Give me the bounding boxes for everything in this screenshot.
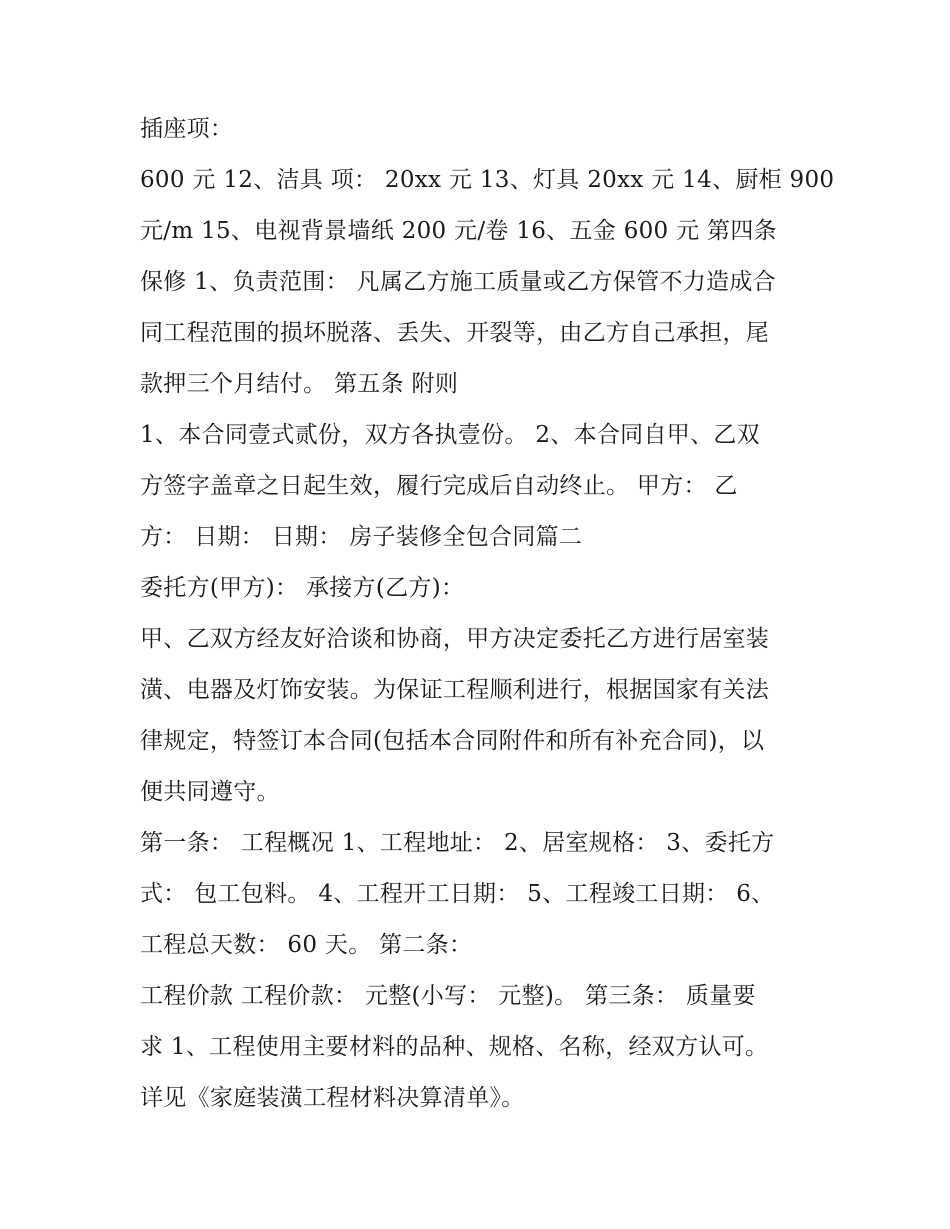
text-line: 方： 日期： 日期： 房子装修全包合同篇二 <box>140 524 583 550</box>
text-line: 工程总天数： 60 天。 第二条： <box>140 932 473 958</box>
text-line: 600 元 12、洁具 项： 20xx 元 13、灯具 20xx 元 14、厨柜 900 <box>140 167 835 193</box>
text-line: 律规定，特签订本合同(包括本合同附件和所有补充合同)，以 <box>140 728 765 754</box>
text-line: 求 1、工程使用主要材料的品种、规格、名称，经双方认可。 <box>140 1034 769 1060</box>
text-line: 同工程范围的损坏脱落、丢失、开裂等，由乙方自己承担，尾 <box>140 320 770 346</box>
text-line: 第一条： 工程概况 1、工程地址： 2、居室规格： 3、委托方 <box>140 830 775 856</box>
text-line: 款押三个月结付。 第五条 附则 <box>140 371 459 397</box>
text-line: 方签字盖章之日起生效，履行完成后自动终止。 甲方： 乙 <box>140 473 738 499</box>
text-line: 潢、电器及灯饰安装。为保证工程顺利进行，根据国家有关法 <box>140 677 770 703</box>
text-line: 工程价款 工程价款： 元整(小写： 元整)。 第三条： 质量要 <box>140 983 756 1009</box>
text-line: 便共同遵守。 <box>140 779 280 805</box>
text-line: 详见《家庭装潢工程材料决算清单》。 <box>140 1085 525 1111</box>
text-line: 元/m 15、电视背景墙纸 200 元/卷 16、五金 600 元 第四条 <box>140 218 777 244</box>
text-line: 甲、乙双方经友好洽谈和协商，甲方决定委托乙方进行居室装 <box>140 626 770 652</box>
text-line: 插座项： <box>140 116 234 142</box>
text-line: 1、本合同壹式贰份，双方各执壹份。 2、本合同自甲、乙双 <box>140 422 760 448</box>
text-line: 委托方(甲方)： 承接方(乙方)： <box>140 575 465 601</box>
text-line: 保修 1、负责范围： 凡属乙方施工质量或乙方保管不力造成合 <box>140 269 776 295</box>
text-line: 式： 包工包料。 4、工程开工日期： 5、工程竣工日期： 6、 <box>140 881 775 907</box>
